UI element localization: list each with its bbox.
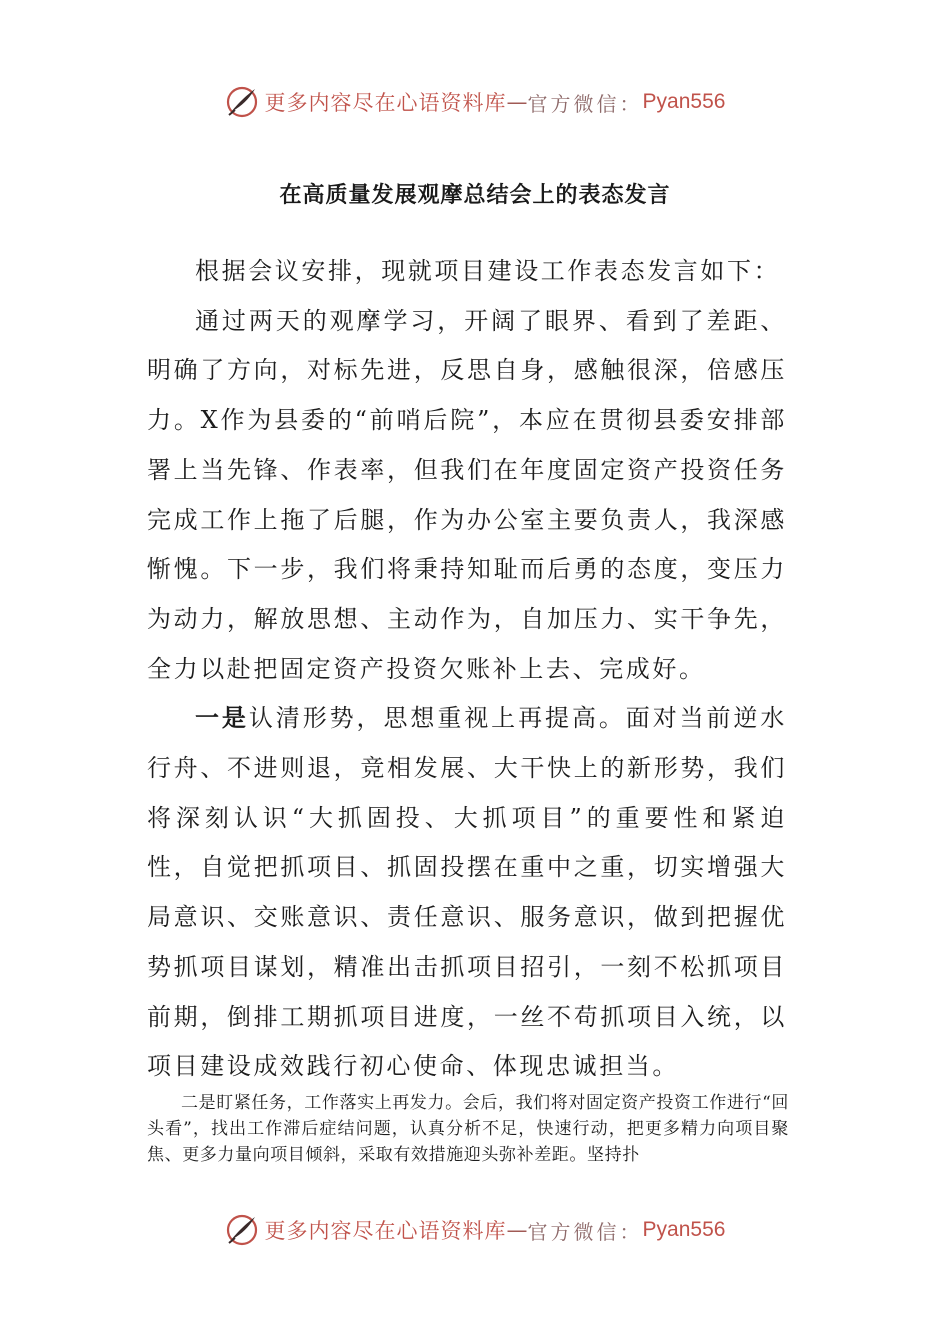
wechat-label: 官方微信： bbox=[527, 91, 643, 116]
paragraph-intro: 根据会议安排，现就项目建设工作表态发言如下： bbox=[195, 257, 781, 285]
banner-dash: — bbox=[506, 90, 528, 114]
brand-name: 更多内容尽在心语资料库 bbox=[264, 91, 507, 115]
quill-pen-logo-icon bbox=[225, 1213, 259, 1247]
banner-dash: — bbox=[506, 1218, 528, 1242]
point-one-lead: 一是 bbox=[195, 704, 249, 733]
brand-name: 更多内容尽在心语资料库 bbox=[264, 1219, 507, 1243]
document-title: 在高质量发展观摩总结会上的表态发言 bbox=[279, 183, 671, 208]
wechat-id: Pyan556 bbox=[642, 1218, 726, 1241]
wechat-label: 官方微信： bbox=[527, 1219, 643, 1244]
document-body-small bbox=[147, 1090, 789, 1168]
paragraph-point-one bbox=[147, 694, 787, 1092]
paragraph-point-two: 二是盯紧任务，工作落实上再发力。会后，我们将对固定资产投资工作进行“回头看”，找出工作滞后症结问题，认真分析不足，快速行动，把更多精力向项目聚焦、更多力量向项目倾斜，采取有效措施迎头弥补差距。坚持扑 bbox=[147, 1093, 789, 1165]
footer-banner bbox=[0, 1210, 950, 1250]
header-banner bbox=[0, 82, 950, 122]
document-body bbox=[147, 247, 787, 1092]
paragraph-reflection: 通过两天的观摩学习，开阔了眼界、看到了差距、明确了方向，对标先进，反思自身，感触很深，倍感压力。X作为县委的“前哨后院”，本应在贯彻县委安排部署上当先锋、作表率，但我们在年度固定资产投资任务完成工作上拖了后腿，作为办公室主要负责人，我深感惭愧。下一步，我们将秉持知耻而后勇的态度，变压力为动力，解放思想、主动作为，自加压力、实干争先，全力以赴把固定资产投资欠账补上去、完成好。 bbox=[147, 306, 787, 683]
point-one-text: 认清形势，思想重视上再提高。面对当前逆水行舟、不进则退，竞相发展、大干快上的新形势，我们将深刻认识“大抓固投、大抓项目”的重要性和紧迫性，自觉把抓项目、抓固投摆在重中之重，切实增强大局意识、交账意识、责任意识、服务意识，做到把握优势抓项目谋划，精准出击抓项目招引，一刻不松抓项目前期，倒排工期抓项目进度，一丝不苟抓项目入统，以项目建设成效践行初心使命、体现忠诚担当。 bbox=[147, 704, 788, 1081]
quill-pen-logo-icon bbox=[225, 85, 259, 119]
wechat-id: Pyan556 bbox=[642, 90, 726, 113]
